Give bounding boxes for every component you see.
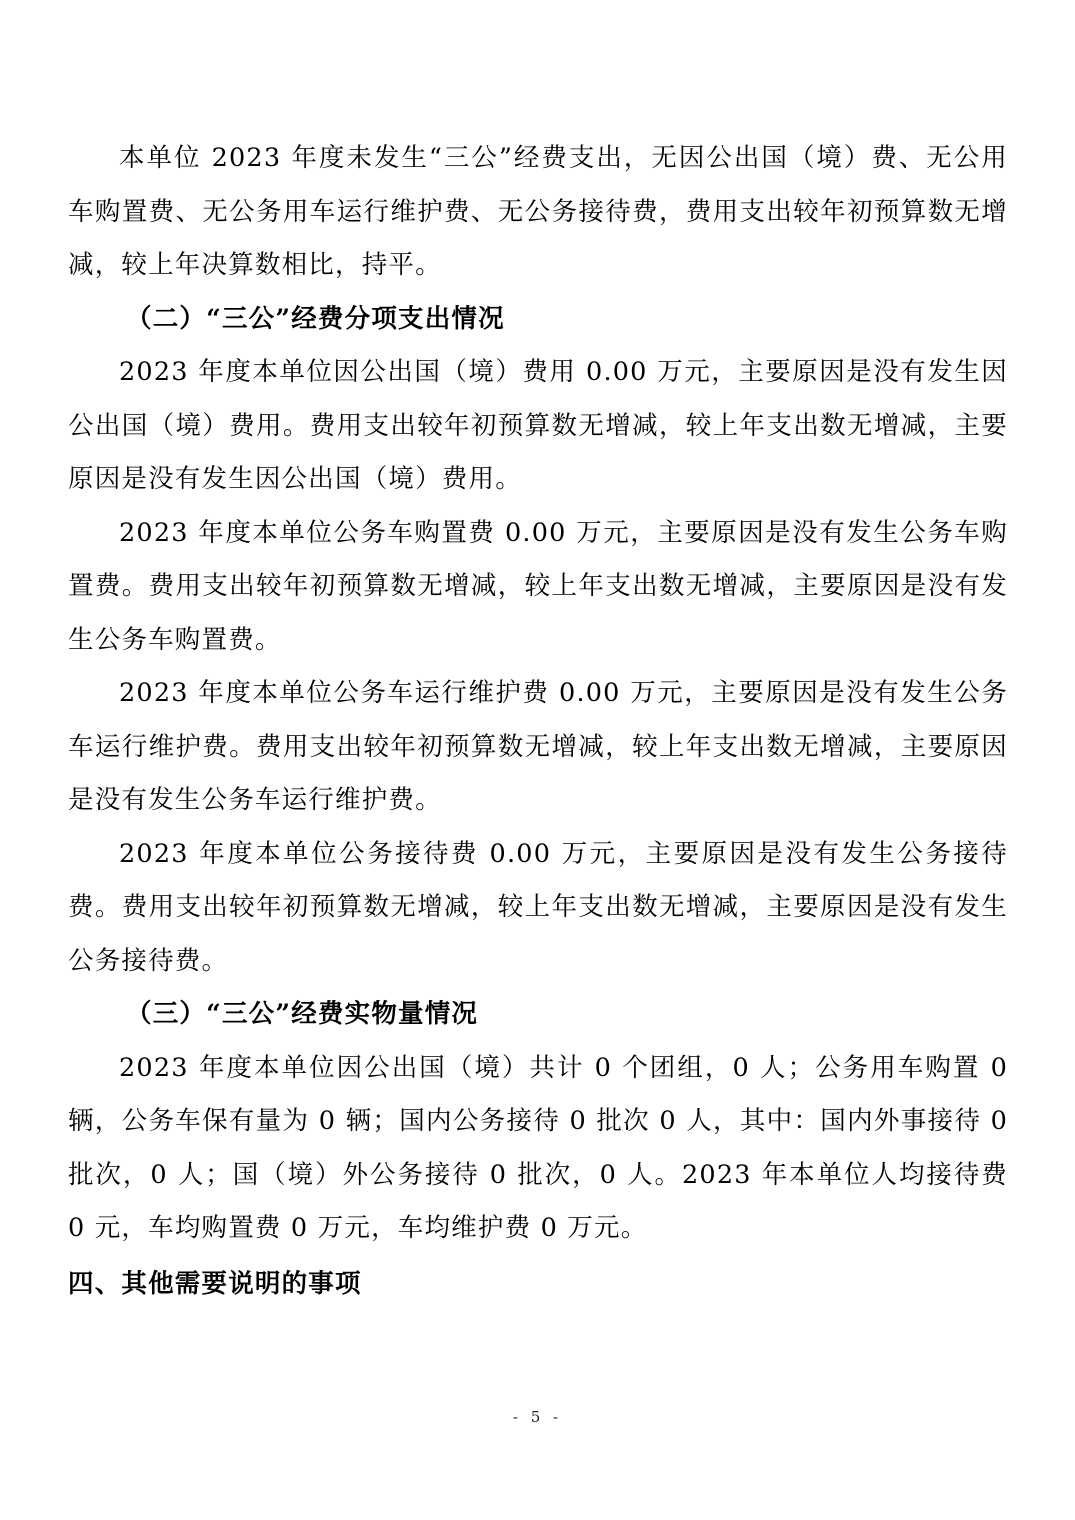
paragraph-vehicle-maintenance: 2023 年度本单位公务车运行维护费 0.00 万元，主要原因是没有发生公务车运行维护费。费用支出较年初预算数无增减，较上年支出数无增减，主要原因是没有发生公务车运行维护费。: [68, 678, 1008, 815]
subheading-itemized-expenditure: （二）“三公”经费分项支出情况: [126, 303, 505, 334]
section-heading-other-matters: 四、其他需要说明的事项: [68, 1268, 362, 1299]
paragraph-reception: 2023 年度本单位公务接待费 0.00 万元，主要原因是没有发生公务接待费。费用支出较年初预算数无增减，较上年支出数无增减，主要原因是没有发生公务接待费。: [68, 838, 1008, 976]
paragraph-vehicle-purchase: 2023 年度本单位公务车购置费 0.00 万元，主要原因是没有发生公务车购置费。费用支出较年初预算数无增减，较上年支出数无增减，主要原因是没有发生公务车购置费。: [68, 517, 1008, 655]
paragraph-overseas-travel: 2023 年度本单位因公出国（境）费用 0.00 万元，主要原因是没有发生因公出国（境）费用。费用支出较年初预算数无增减，较上年支出数无增减，主要原因是没有发生因公出国（境）费用。: [68, 357, 1008, 494]
paragraph-physical-quantity: 2023 年度本单位因公出国（境）共计 0 个团组，0 人；公务用车购置 0 辆，公务车保有量为 0 辆；国内公务接待 0 批次 0 人，其中：国内外事接待 0 批次，0 人；国（境）外公务接待 0 批次，0 人。2023 年本单位人均接待费 0 元，车均购置费 0 万元，车均维护费 0 万元。: [68, 1052, 1008, 1243]
page-number: - 5 -: [512, 1408, 563, 1426]
document-body: [68, 132, 1008, 1311]
subheading-physical-quantity: （三）“三公”经费实物量情况: [126, 999, 479, 1029]
paragraph-summary: 本单位 2023 年度未发生“三公”经费支出，无因公出国（境）费、无公用车购置费、无公务用车运行维护费、无公务接待费，费用支出较年初预算数无增减，较上年决算数相比，持平。: [68, 143, 1008, 280]
